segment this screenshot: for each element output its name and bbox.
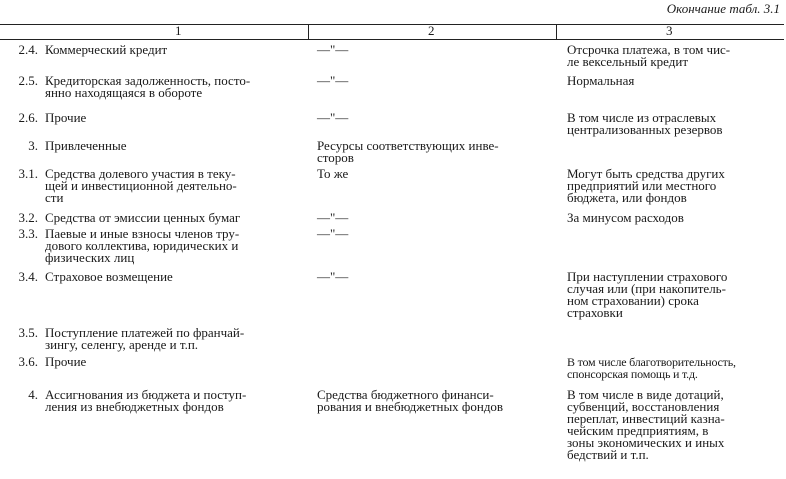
row-name: Кредиторская задолженность, посто- янно находящаяся в обороте	[45, 73, 251, 100]
row-column-3: При наступлении страхового случая или (при накопитель- ном страховании) срока страховки	[567, 269, 728, 320]
row-name: Средства от эмиссии ценных бумаг	[45, 210, 241, 225]
row-number: 3.2.	[18, 210, 38, 225]
column-divider-1	[308, 25, 309, 39]
row-number: 2.5.	[18, 73, 38, 88]
row-name: Средства долевого участия в теку- щей и инвестиционной деятельно- сти	[45, 166, 237, 205]
row-column-3: За минусом расходов	[567, 210, 684, 225]
row-name: Ассигнования из бюджета и поступ- ления из внебюджетных фондов	[45, 387, 247, 414]
row-number: 3.5.	[18, 325, 38, 340]
row-number: 3.1.	[18, 166, 38, 181]
row-column-2: —"—	[317, 210, 349, 225]
row-column-2: То же	[317, 166, 349, 181]
row-number: 2.6.	[18, 110, 38, 125]
column-number-3: 3	[666, 23, 673, 38]
row-number: 4.	[28, 387, 38, 402]
row-column-3: В том числе из отраслевых централизованных резервов	[567, 110, 723, 137]
row-number: 3.	[28, 138, 38, 153]
row-name: Коммерческий кредит	[45, 42, 168, 57]
row-column-3: В том числе в виде дотаций, субвенций, восстановления переплат, инвестиций казна- чейским предприятиям, в зоны экономических и иных бедствий и т.п.	[567, 387, 725, 462]
table-caption: Окончание табл. 3.1	[666, 1, 780, 16]
row-column-3: В том числе благотворительность, спонсорская помощь и т.д.	[567, 355, 736, 381]
row-name: Паевые и иные взносы членов тру- дового коллектива, юридических и физических лиц	[45, 226, 240, 265]
row-column-2: Ресурсы соответствующих инве- сторов	[317, 138, 499, 165]
column-number-1: 1	[175, 23, 182, 38]
row-number: 2.4.	[18, 42, 38, 57]
column-divider-2	[556, 25, 557, 39]
column-number-2: 2	[428, 23, 435, 38]
row-column-2: —"—	[317, 226, 349, 241]
row-column-2: —"—	[317, 73, 349, 88]
row-column-2: —"—	[317, 42, 349, 57]
row-column-3: Могут быть средства других предприятий или местного бюджета, или фондов	[567, 166, 725, 205]
row-name: Прочие	[45, 354, 87, 369]
row-name: Прочие	[45, 110, 87, 125]
row-name: Привлеченные	[45, 138, 127, 153]
row-column-3: Отсрочка платежа, в том чис- ле вексельный кредит	[567, 42, 731, 69]
row-column-3: Нормальная	[567, 73, 635, 88]
row-name: Поступление платежей по франчай- зингу, селенгу, аренде и т.п.	[45, 325, 245, 352]
row-number: 3.4.	[18, 269, 38, 284]
row-name: Страховое возмещение	[45, 269, 173, 284]
row-number: 3.6.	[18, 354, 38, 369]
row-column-2: —"—	[317, 269, 349, 284]
row-column-2: Средства бюджетного финанси- рования и внебюджетных фондов	[317, 387, 504, 414]
row-number: 3.3.	[18, 226, 38, 241]
row-column-2: —"—	[317, 110, 349, 125]
header-bottom-rule	[0, 39, 784, 40]
